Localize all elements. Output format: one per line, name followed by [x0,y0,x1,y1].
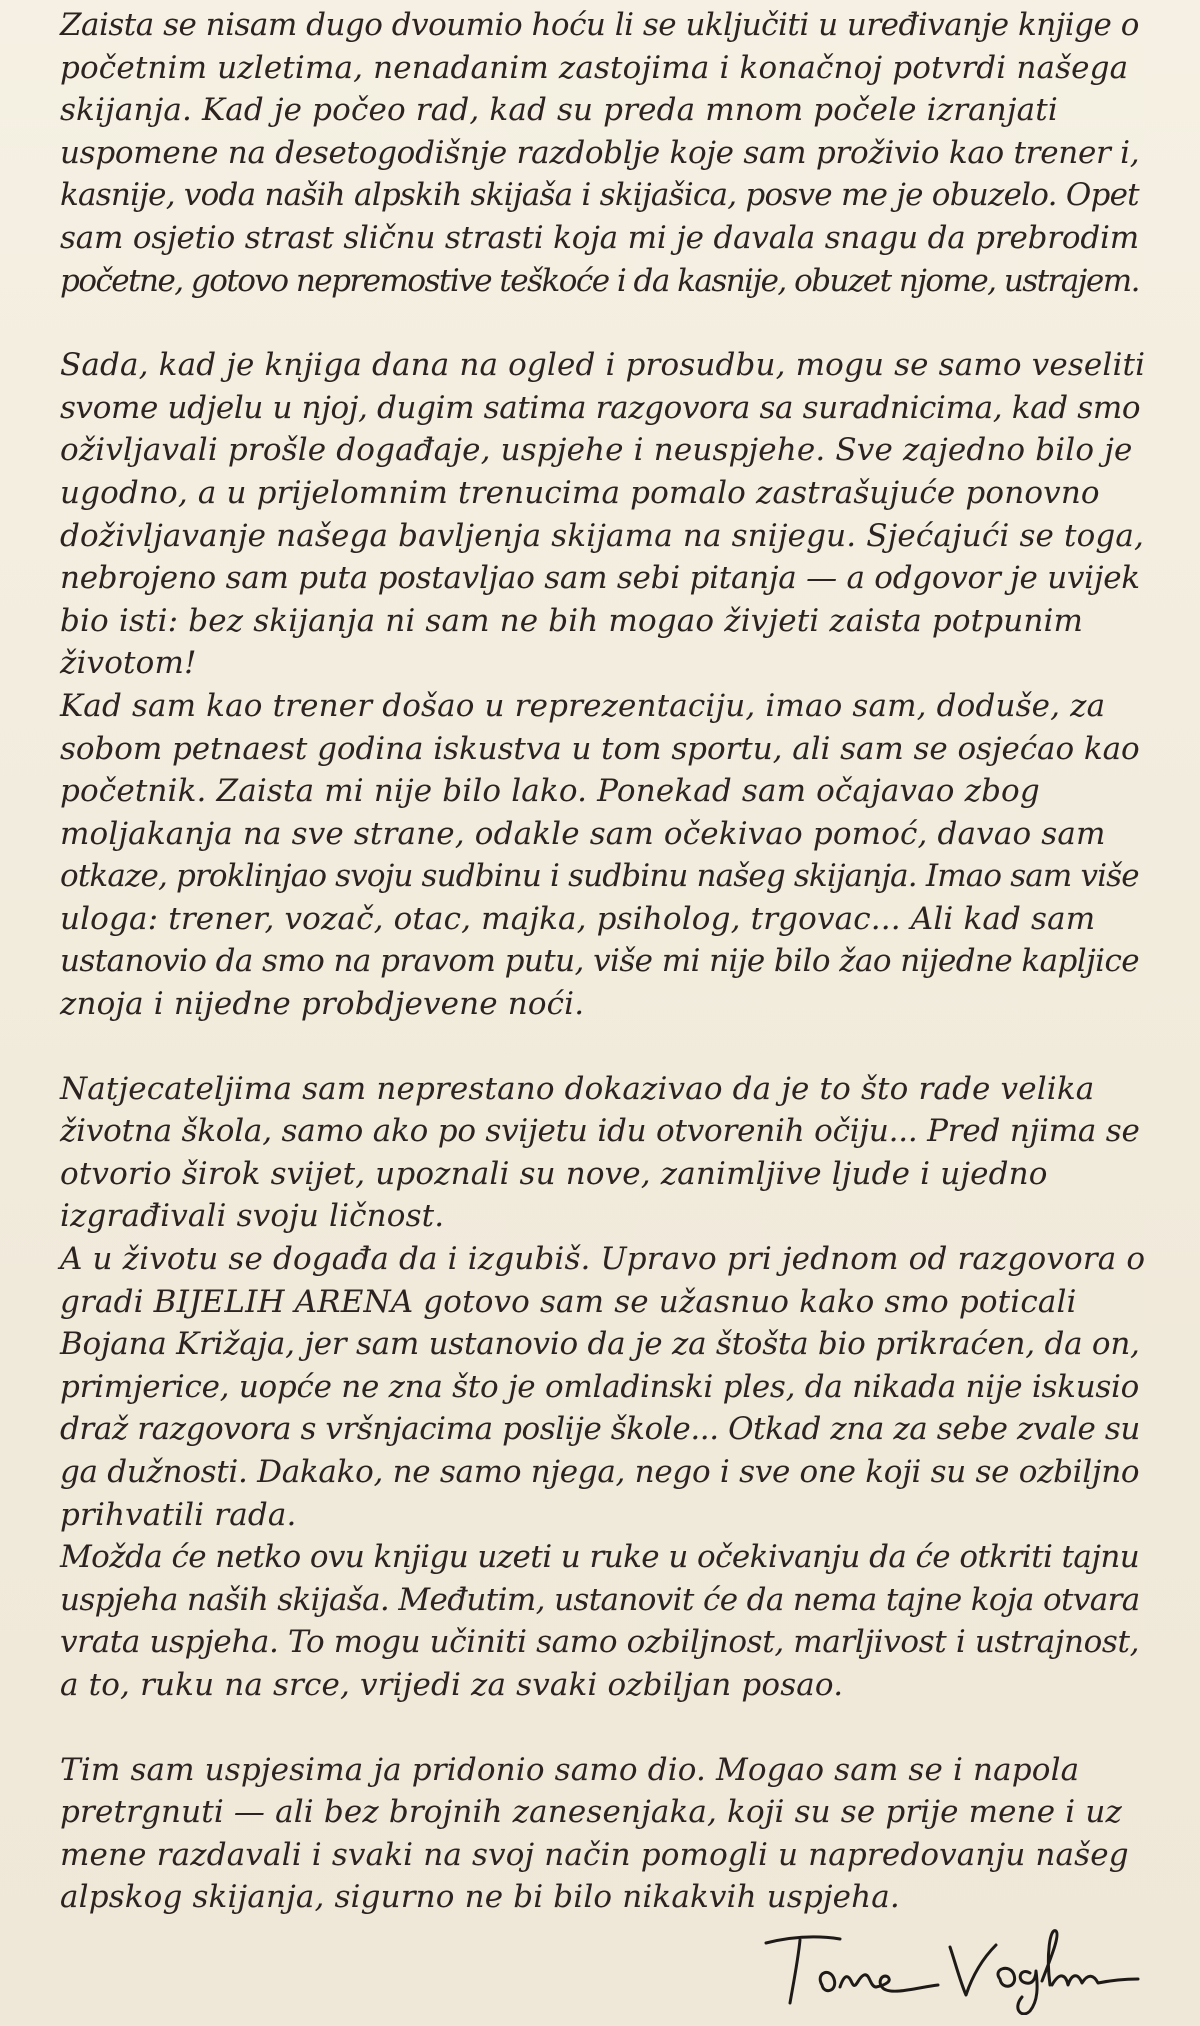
text-line: sam osjetio strast sličnu strasti koja mi je davala snagu da prebrodim [60,219,1139,256]
signature-drawing [760,1915,1140,2015]
text-line: draž razgovora s vršnjacima poslije škole... Otkad zna za sebe zvale su [60,1411,1140,1448]
text-line: Tim sam uspjesima ja pridonio samo dio. Mogao sam se i napola [60,1751,1080,1788]
paragraph [60,685,1150,1026]
body-text [60,4,1150,1919]
text-line: uloga: trener, vozač, otac, majka, psiholog, trgovac... Ali kad sam [60,900,1096,937]
text-line: Bojana Križaja, jer sam ustanovio da je za štošta bio prikraćen, da on, [60,1326,1140,1363]
text-line: znoja i nijedne probdjevene noći. [60,986,585,1023]
text-line: gradi BIJELIH ARENA gotovo sam se užasnuo kako smo poticali [60,1283,1077,1320]
text-line: moljakanja na sve strane, odakle sam očekivao pomoć, davao sam [60,815,1106,852]
paragraph [60,1238,1150,1536]
text-line: uspjeha naših skijaša. Međutim, ustanovit će da nema tajne koja otvara [60,1581,1140,1618]
paragraph [60,4,1150,302]
text-line: početnik. Zaista mi nije bilo lako. Ponekad sam očajavao zbog [60,773,1040,810]
paragraph [60,1536,1150,1706]
text-line: skijanja. Kad je počeo rad, kad su preda mnom počele izranjati [60,92,1058,129]
text-line: Možda će netko ovu knjigu uzeti u ruke u očekivanju da će otkriti tajnu [60,1539,1140,1576]
author-signature [760,1915,1140,2015]
text-line: početne, gotovo nepremostive teškoće i da kasnije, obuzet njome, ustrajem. [60,262,1139,299]
text-line: oživljavali prošle događaje, uspjehe i neuspjehe. Sve zajedno bilo je [60,432,1133,469]
text-line: Kad sam kao trener došao u reprezentaciju, imao sam, doduše, za [60,687,1106,724]
text-line: vrata uspjeha. To mogu učiniti samo ozbiljnost, marljivost i ustrajnost, [60,1624,1140,1661]
text-line: otvorio širok svijet, upoznali su nove, zanimljive ljude i ujedno [60,1155,1048,1192]
paragraph [60,1068,1150,1238]
text-line: uspomene na desetogodišnje razdoblje koje sam proživio kao trener i, [60,134,1140,171]
text-line: ga dužnosti. Dakako, ne samo njega, nego i sve one koji su se ozbiljno [60,1454,1140,1490]
text-line: otkaze, proklinjao svoju sudbinu i sudbinu našeg skijanja. Imao sam više [60,858,1139,895]
text-line: doživljavanje našega bavljenja skijama na snijegu. Sjećajući se toga, [60,517,1145,554]
text-line: sobom petnaest godina iskustva u tom sportu, ali sam se osjećao kao [60,730,1140,767]
text-line: Zaista se nisam dugo dvoumio hoću li se uključiti u uređivanje knjige o [60,7,1139,43]
text-line: alpskog skijanja, sigurno ne bi bilo nikakvih uspjeha. [60,1879,900,1916]
text-line: životna škola, samo ako po svijetu idu otvorenih očiju... Pred njima se [60,1113,1140,1150]
paragraph [60,344,1150,685]
text-line: izgrađivali svoju ličnost. [60,1198,445,1235]
text-line: svome udjelu u njoj, dugim satima razgovora sa suradnicima, kad smo [60,389,1141,426]
text-line: prihvatili rada. [60,1496,297,1533]
text-line: ugodno, a u prijelomnim trenucima pomalo zastrašujuće ponovno [60,474,1100,511]
text-line: ustanovio da smo na pravom putu, više mi nije bilo žao nijedne kapljice [60,943,1140,980]
paragraph [60,1749,1150,1919]
text-line: životom! [60,645,197,682]
text-line: Sada, kad je knjiga dana na ogled i prosudbu, mogu se samo veseliti [60,347,1146,384]
text-line: mene razdavali i svaki na svoj način pomogli u napredovanju našeg [60,1836,1129,1873]
text-line: a to, ruku na srce, vrijedi za svaki ozbiljan posao. [60,1666,844,1703]
text-line: kasnije, voda naših alpskih skijaša i skijašica, posve me je obuzelo. Opet [60,177,1139,214]
text-line: pretrgnuti — ali bez brojnih zanesenjaka, koji su se prije mene i uz [60,1794,1122,1831]
text-line: primjerice, uopće ne zna što je omladinski ples, da nikada nije iskusio [60,1368,1140,1405]
text-line: bio isti: bez skijanja ni sam ne bih mogao živjeti zaista potpunim [60,602,1084,639]
text-line: A u životu se događa da i izgubiš. Upravo pri jednom od razgovora o [60,1241,1146,1278]
text-line: početnim uzletima, nenadanim zastojima i konačnoj potvrdi našega [60,49,1129,86]
text-line: nebrojeno sam puta postavljao sam sebi pitanja — a odgovor je uvijek [60,560,1140,597]
text-line: Natjecateljima sam neprestano dokazivao da je to što rade velika [60,1070,1095,1107]
